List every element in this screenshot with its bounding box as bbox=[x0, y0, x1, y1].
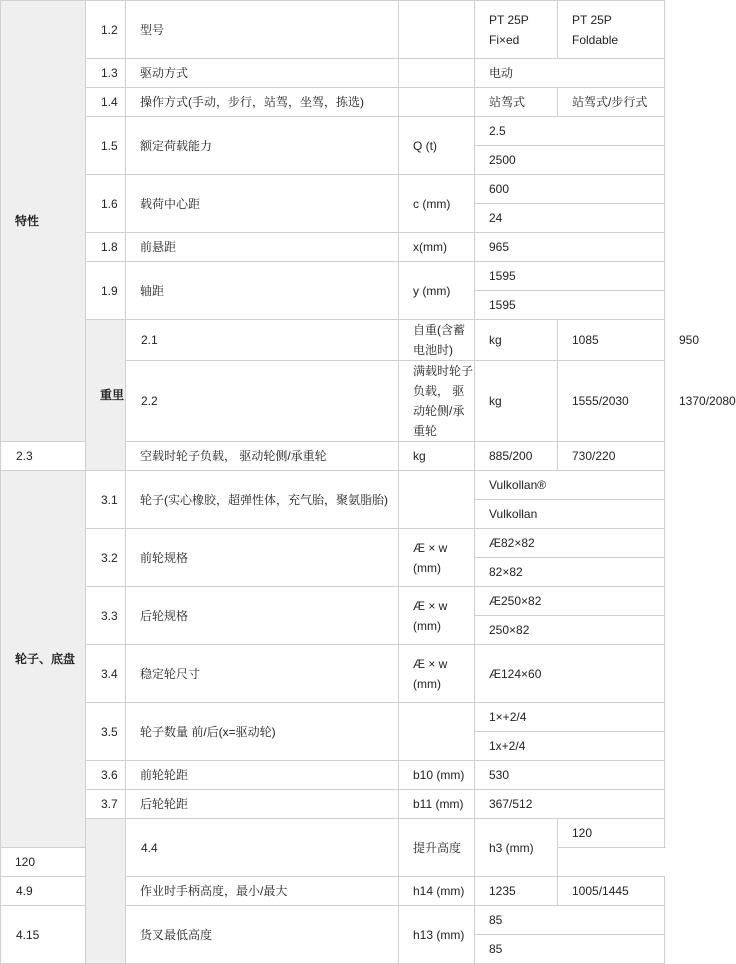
row-number: 4.4 bbox=[126, 819, 399, 877]
row-number: 1.4 bbox=[86, 88, 126, 117]
row-unit: kg bbox=[475, 320, 558, 361]
table-row bbox=[1, 88, 665, 117]
row-name: 驱动方式 bbox=[126, 59, 399, 88]
row-value: 965 bbox=[475, 233, 665, 262]
row-name: 额定荷载能力 bbox=[126, 117, 399, 175]
row-number: 2.1 bbox=[126, 320, 399, 361]
row-number: 3.6 bbox=[86, 761, 126, 790]
group-label: 轮子、底盘 bbox=[1, 471, 86, 848]
table-row bbox=[1, 1, 665, 59]
row-name: 作业时手柄高度，最小/最大 bbox=[126, 877, 399, 906]
row-value: 85 bbox=[475, 906, 665, 935]
row-unit: x(mm) bbox=[399, 233, 475, 262]
row-number: 3.2 bbox=[86, 529, 126, 587]
table-row bbox=[1, 471, 665, 500]
group-label bbox=[86, 819, 126, 964]
row-name: 载荷中心距 bbox=[126, 175, 399, 233]
row-name: 自重(含蓄电池时) bbox=[399, 320, 475, 361]
row-number: 1.6 bbox=[86, 175, 126, 233]
row-number: 4.9 bbox=[1, 877, 86, 906]
row-value-model1: 1085 bbox=[558, 320, 665, 361]
row-name: 提升高度 bbox=[399, 819, 475, 877]
row-name: 后轮规格 bbox=[126, 587, 399, 645]
row-value: 530 bbox=[475, 761, 665, 790]
row-value: Æ250×82 bbox=[475, 587, 665, 616]
row-value: 367/512 bbox=[475, 790, 665, 819]
row-name: 稳定轮尺寸 bbox=[126, 645, 399, 703]
row-number: 2.3 bbox=[1, 442, 86, 471]
row-unit: h14 (mm) bbox=[399, 877, 475, 906]
table-row bbox=[1, 790, 665, 819]
table-row bbox=[1, 175, 665, 204]
table-row bbox=[1, 819, 665, 848]
row-unit: Q (t) bbox=[399, 117, 475, 175]
row-value: Vulkollan® bbox=[475, 471, 665, 500]
row-value: Æ124×60 bbox=[475, 645, 665, 703]
row-number: 1.3 bbox=[86, 59, 126, 88]
table-row: 重里 2.1 自重(含蓄电池时) kg 1085 950 bbox=[1, 320, 665, 361]
row-value: 2.5 bbox=[475, 117, 665, 146]
row-value: 120 bbox=[558, 819, 665, 848]
group-label: 特性 bbox=[1, 1, 86, 442]
row-value-model1: 1235 bbox=[475, 877, 558, 906]
row-number: 3.1 bbox=[86, 471, 126, 529]
row-unit bbox=[399, 703, 475, 761]
row-value-model1: PT 25P Fi×ed bbox=[475, 1, 558, 59]
row-unit bbox=[399, 59, 475, 88]
row-value-model2: 站驾式/步行式 bbox=[558, 88, 665, 117]
row-value: 1595 bbox=[475, 262, 665, 291]
row-unit: h3 (mm) bbox=[475, 819, 558, 877]
row-number: 3.3 bbox=[86, 587, 126, 645]
row-unit: b11 (mm) bbox=[399, 790, 475, 819]
row-value: 82×82 bbox=[475, 558, 665, 587]
row-unit: kg bbox=[399, 442, 475, 471]
row-value-model1: 站驾式 bbox=[475, 88, 558, 117]
row-unit: kg bbox=[475, 361, 558, 442]
table-row bbox=[1, 703, 665, 732]
row-name: 型号 bbox=[126, 1, 399, 59]
row-number: 2.2 bbox=[126, 361, 399, 442]
row-name: 空载时轮子负载， 驱动轮侧/承重轮 bbox=[126, 442, 399, 471]
row-number: 1.9 bbox=[86, 262, 126, 320]
table-row bbox=[1, 529, 665, 558]
row-unit bbox=[399, 88, 475, 117]
row-value-model1: 885/200 bbox=[475, 442, 558, 471]
row-name: 满载时轮子负载， 驱动轮侧/承重轮 bbox=[399, 361, 475, 442]
row-name: 货叉最低高度 bbox=[126, 906, 399, 964]
row-value: 120 bbox=[1, 848, 126, 877]
table-row bbox=[1, 262, 665, 291]
table-row bbox=[1, 645, 665, 703]
row-name: 轴距 bbox=[126, 262, 399, 320]
row-unit: b10 (mm) bbox=[399, 761, 475, 790]
row-unit: h13 (mm) bbox=[399, 906, 475, 964]
row-number: 4.15 bbox=[1, 906, 86, 964]
row-value: 250×82 bbox=[475, 616, 665, 645]
row-unit: Æ × w (mm) bbox=[399, 645, 475, 703]
row-value: 600 bbox=[475, 175, 665, 204]
row-value: Vulkollan bbox=[475, 500, 665, 529]
row-name: 前轮轮距 bbox=[126, 761, 399, 790]
row-name: 轮子数量 前/后(x=驱动轮) bbox=[126, 703, 399, 761]
row-name: 轮子(实心橡胶，超弹性体，充气胎，聚氨脂胎) bbox=[126, 471, 399, 529]
row-number: 1.2 bbox=[86, 1, 126, 59]
row-value-model2: PT 25P Foldable bbox=[558, 1, 665, 59]
row-name: 前轮规格 bbox=[126, 529, 399, 587]
row-name: 前悬距 bbox=[126, 233, 399, 262]
row-value: 1x+2/4 bbox=[475, 732, 665, 761]
row-unit: c (mm) bbox=[399, 175, 475, 233]
row-unit: Æ × w (mm) bbox=[399, 587, 475, 645]
row-number: 1.8 bbox=[86, 233, 126, 262]
row-unit: Æ × w (mm) bbox=[399, 529, 475, 587]
row-value-model1: 1555/2030 bbox=[558, 361, 665, 442]
row-value-model2: 1005/1445 bbox=[558, 877, 665, 906]
row-number: 1.5 bbox=[86, 117, 126, 175]
row-value-model2: 730/220 bbox=[558, 442, 665, 471]
table-row bbox=[1, 761, 665, 790]
row-value: 1595 bbox=[475, 291, 665, 320]
group-label: 重里 bbox=[86, 320, 126, 471]
row-unit: y (mm) bbox=[399, 262, 475, 320]
row-value: 1×+2/4 bbox=[475, 703, 665, 732]
row-number: 3.7 bbox=[86, 790, 126, 819]
row-unit bbox=[399, 1, 475, 59]
table-row bbox=[1, 117, 665, 146]
table-row bbox=[1, 233, 665, 262]
table-row bbox=[1, 59, 665, 88]
table-row bbox=[1, 587, 665, 616]
row-value: Æ82×82 bbox=[475, 529, 665, 558]
row-value: 2500 bbox=[475, 146, 665, 175]
row-name: 后轮轮距 bbox=[126, 790, 399, 819]
row-value: 电动 bbox=[475, 59, 665, 88]
row-number: 3.5 bbox=[86, 703, 126, 761]
row-number: 3.4 bbox=[86, 645, 126, 703]
row-value: 85 bbox=[475, 935, 665, 964]
row-value: 24 bbox=[475, 204, 665, 233]
row-unit bbox=[399, 471, 475, 529]
table-row: 2.2 满载时轮子负载， 驱动轮侧/承重轮 kg 1555/2030 1370/2080 bbox=[1, 361, 665, 442]
row-name: 操作方式(手动，步行，站驾，坐驾，拣选) bbox=[126, 88, 399, 117]
